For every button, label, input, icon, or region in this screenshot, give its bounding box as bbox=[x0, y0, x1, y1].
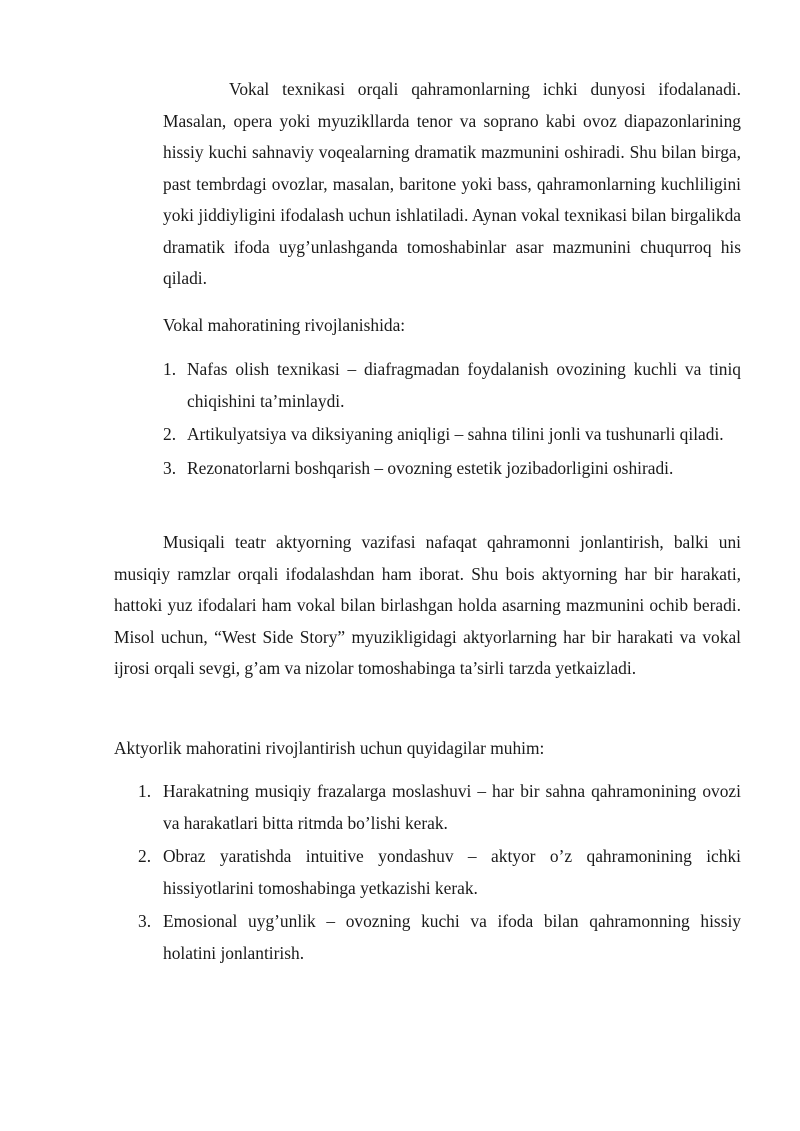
vocal-mastery-list bbox=[163, 354, 741, 486]
paragraph-vocal-mastery-intro: Vokal mahoratining rivojlanishida: bbox=[163, 315, 406, 335]
list-item-number: 2. bbox=[138, 846, 152, 866]
acting-mastery-list bbox=[138, 776, 741, 971]
paragraph-musical-theatre: Musiqali teatr aktyorning vazifasi nafaqat qahramonni jonlantirish, balki uni musiqiy ramzlar orqali ifodalashdan ham iborat. Shu bois aktyorning har bir harakati, hattoki yuz ifodalari ham vokal bilan birlashgan holda asarning mazmunini ochib beradi. Misol uchun, “West Side Story” myuzikligidagi aktyorlarning har bir harakati va vokal ijrosi orqali sevgi, g’am va nizolar tomoshabinga ta’sirli tarzda yetkaizladi. bbox=[114, 532, 741, 678]
list-item-number: 1. bbox=[163, 359, 177, 379]
list-item-text: Harakatning musiqiy frazalarga moslashuvi – har bir sahna qahramonining ovozi va harakatlari bitta ritmda bo’lishi kerak. bbox=[163, 781, 741, 833]
list-item-text: Emosional uyg’unlik – ovozning kuchi va ifoda bilan qahramonning hissiy holatini jonlantirish. bbox=[163, 911, 741, 963]
list-item-text: Artikulyatsiya va diksiyaning aniqligi – sahna tilini jonli va tushunarli qiladi. bbox=[187, 424, 724, 444]
list-item bbox=[163, 419, 741, 451]
list-item bbox=[138, 841, 741, 904]
list-item-text: Nafas olish texnikasi – diafragmadan foydalanish ovozining kuchli va tiniq chiqishini ta’minlaydi. bbox=[187, 359, 741, 411]
paragraph-acting-mastery-intro: Aktyorlik mahoratini rivojlantirish uchun quyidagilar muhim: bbox=[114, 738, 545, 758]
paragraph-vocal-technique: Vokal texnikasi orqali qahramonlarning ichki dunyosi ifodalanadi. Masalan, opera yoki myuzikllarda tenor va soprano kabi ovoz diapazonlarining hissiy kuchi sahnaviy voqealarning dramatik mazmunini oshiradi. Shu bilan birga, past tembrdagi ovozlar, masalan, baritone yoki bass, qahramonlarning kuchliligini yoki jiddiyligini ifodalash uchun ishlatiladi. Aynan vokal texnikasi bilan birgalikda dramatik ifoda uyg’unlashganda tomoshabinlar asar mazmunini chuqurroq his qiladi. bbox=[163, 79, 741, 288]
list-item bbox=[163, 354, 741, 417]
list-item-number: 2. bbox=[163, 424, 177, 444]
list-item-text: Rezonatorlarni boshqarish – ovozning estetik jozibadorligini oshiradi. bbox=[187, 457, 674, 478]
list-item-number: 3. bbox=[163, 457, 177, 478]
list-item-number: 3. bbox=[138, 911, 152, 931]
list-item-number: 1. bbox=[138, 781, 152, 801]
list-item bbox=[163, 453, 741, 485]
list-item-text: Obraz yaratishda intuitive yondashuv – aktyor o’z qahramonining ichki hissiyotlarini tomoshabinga yetkazishi kerak. bbox=[163, 846, 741, 898]
list-item bbox=[138, 906, 741, 969]
list-item bbox=[138, 776, 741, 839]
